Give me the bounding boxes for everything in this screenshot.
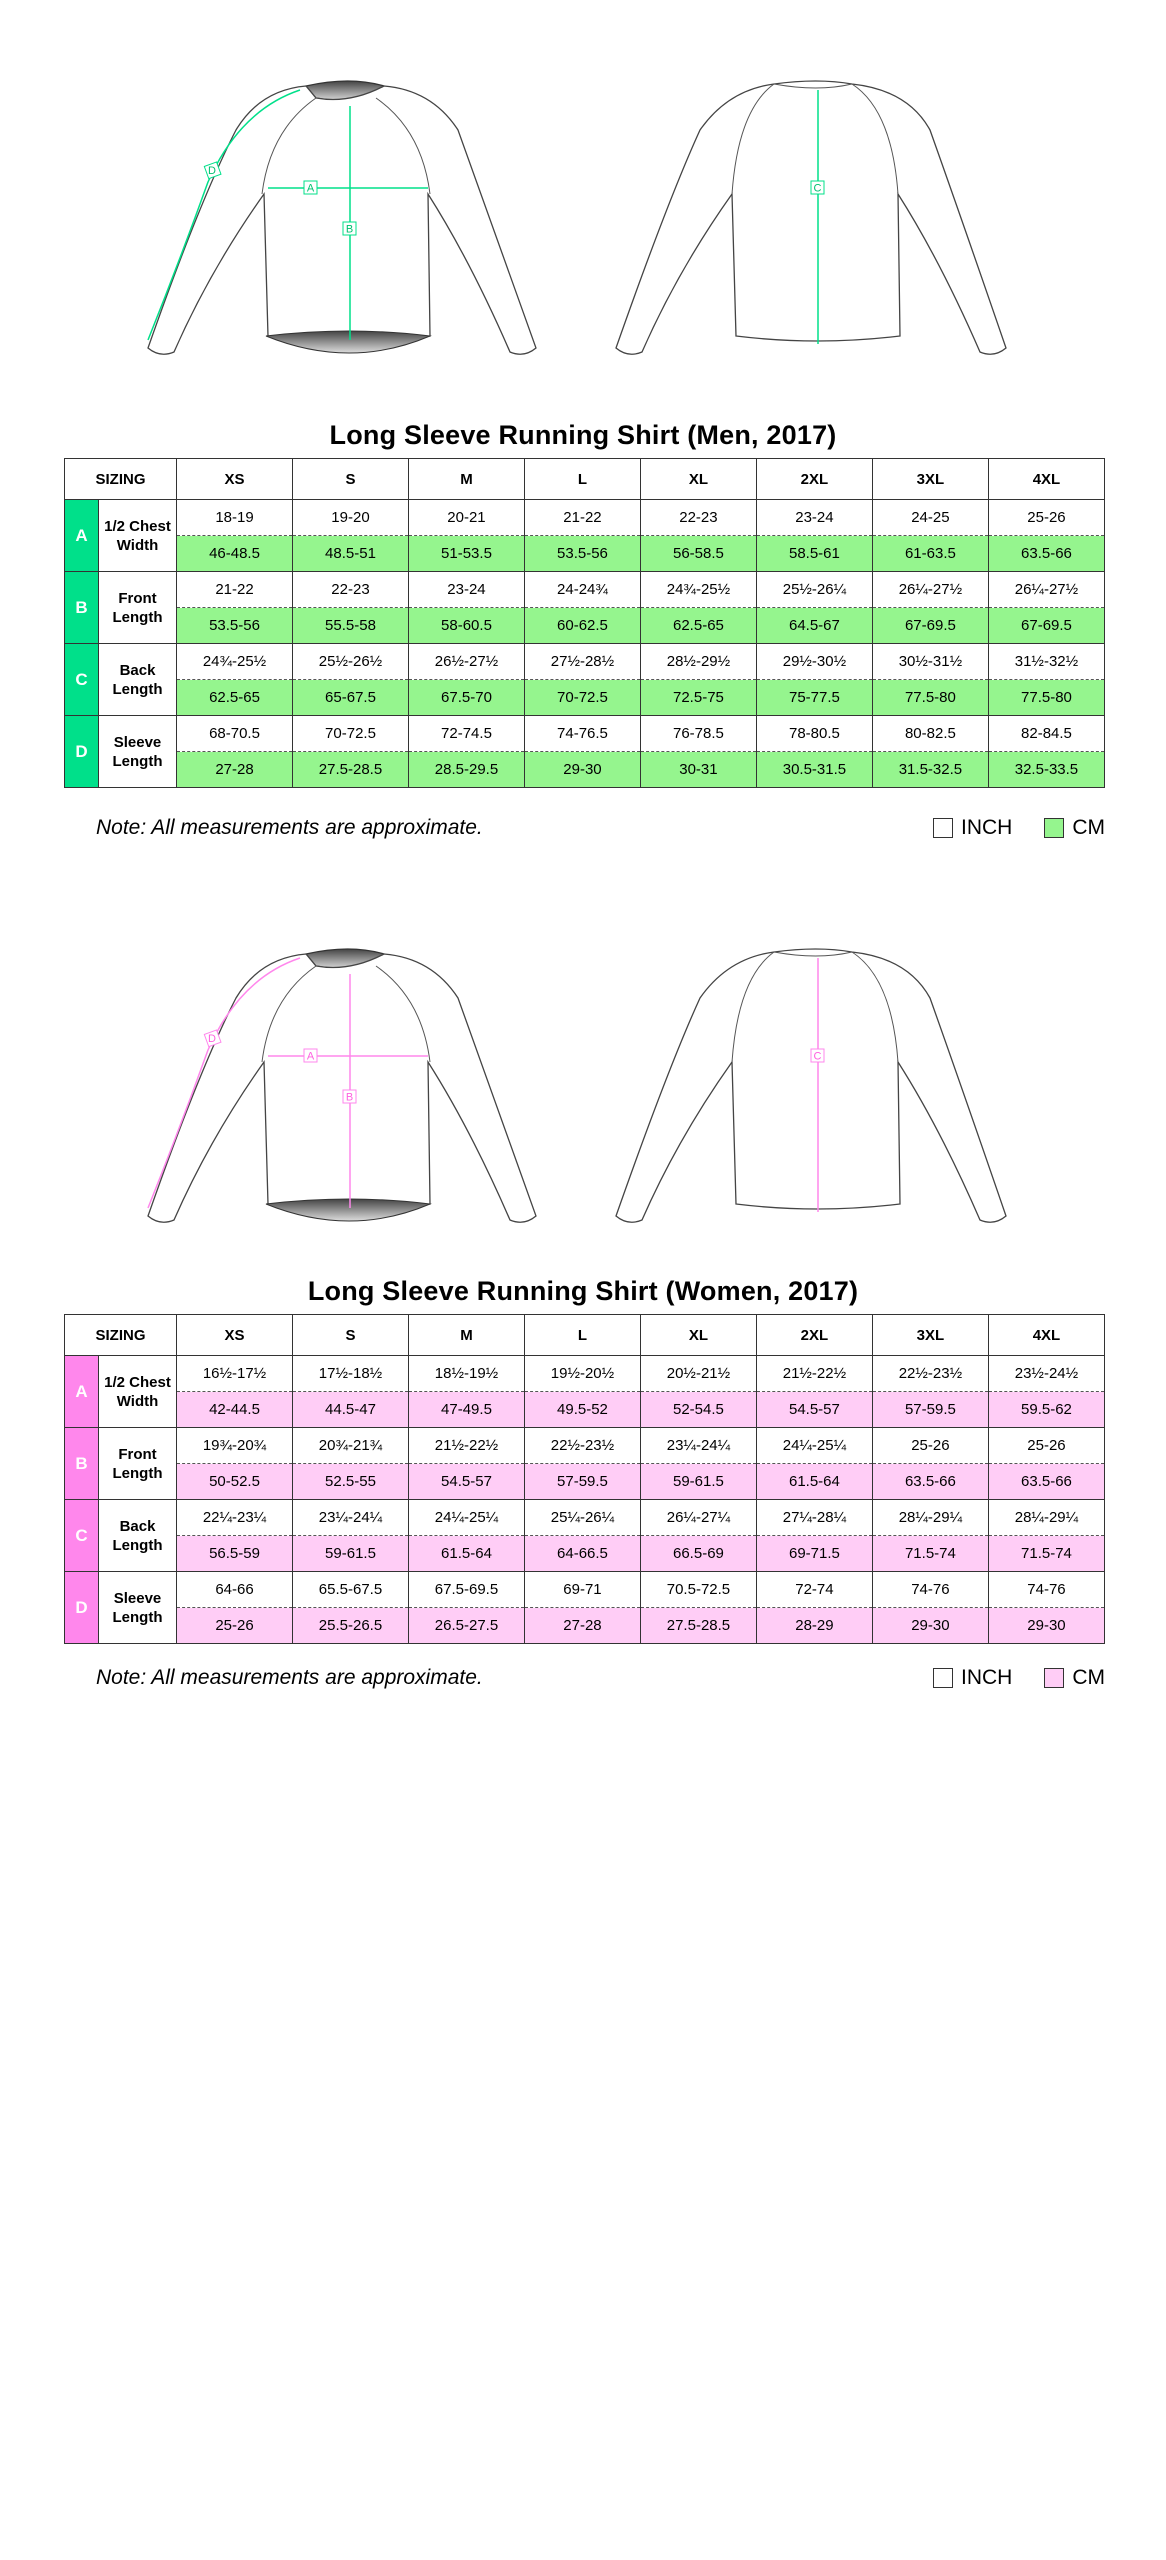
men-title: Long Sleeve Running Shirt (Men, 2017) xyxy=(329,420,837,450)
inch-cell: 21-22 xyxy=(177,572,293,608)
cm-cell: 52-54.5 xyxy=(640,1392,756,1428)
inch-cell: 25¼-26¼ xyxy=(524,1500,640,1536)
inch-cell: 74-76 xyxy=(872,1572,988,1608)
table-row xyxy=(65,608,1105,644)
inch-swatch xyxy=(933,818,953,838)
inch-cell: 23½-24½ xyxy=(988,1356,1104,1392)
inch-cell: 26¼-27½ xyxy=(872,572,988,608)
cm-cell: 28.5-29.5 xyxy=(408,752,524,788)
cm-cell: 64-66.5 xyxy=(524,1536,640,1572)
measure-label: Front Length xyxy=(99,572,177,644)
inch-cell: 80-82.5 xyxy=(872,716,988,752)
cm-cell: 62.5-65 xyxy=(640,608,756,644)
cm-cell: 30.5-31.5 xyxy=(756,752,872,788)
cm-cell: 65-67.5 xyxy=(293,680,409,716)
inch-cell: 23¼-24¼ xyxy=(640,1428,756,1464)
cm-cell: 63.5-66 xyxy=(988,1464,1104,1500)
inch-cell: 25-26 xyxy=(988,500,1104,536)
cm-cell: 77.5-80 xyxy=(988,680,1104,716)
inch-cell: 69-71 xyxy=(524,1572,640,1608)
inch-cell: 19¾-20¾ xyxy=(177,1428,293,1464)
cm-cell: 28-29 xyxy=(756,1608,872,1644)
measure-label: Front Length xyxy=(99,1428,177,1500)
men-note: Note: All measurements are approximate. xyxy=(96,816,483,839)
cm-cell: 57-59.5 xyxy=(524,1464,640,1500)
inch-cell: 74-76 xyxy=(988,1572,1104,1608)
inch-cell: 20¾-21¾ xyxy=(293,1428,409,1464)
measure-letter: C xyxy=(65,644,99,716)
inch-cell: 25½-26½ xyxy=(293,644,409,680)
column-header: M xyxy=(408,459,524,500)
inch-cell: 22½-23½ xyxy=(524,1428,640,1464)
column-header: XL xyxy=(640,1315,756,1356)
women-back-shirt xyxy=(608,938,1028,1238)
cm-cell: 27.5-28.5 xyxy=(293,752,409,788)
column-header: L xyxy=(524,459,640,500)
cm-cell: 49.5-52 xyxy=(524,1392,640,1428)
inch-cell: 18-19 xyxy=(177,500,293,536)
inch-cell: 24¼-25¼ xyxy=(756,1428,872,1464)
inch-cell: 67.5-69.5 xyxy=(408,1572,524,1608)
table-row xyxy=(65,644,1105,680)
inch-cell: 18½-19½ xyxy=(408,1356,524,1392)
cm-cell: 66.5-69 xyxy=(640,1536,756,1572)
cm-cell: 60-62.5 xyxy=(524,608,640,644)
women-size-table xyxy=(64,1314,1105,1644)
column-header: SIZING xyxy=(65,1315,177,1356)
measure-label: Back Length xyxy=(99,644,177,716)
cm-cell: 59-61.5 xyxy=(293,1536,409,1572)
cm-cell: 26.5-27.5 xyxy=(408,1608,524,1644)
inch-cell: 25-26 xyxy=(988,1428,1104,1464)
cm-cell: 53.5-56 xyxy=(177,608,293,644)
cm-cell: 52.5-55 xyxy=(293,1464,409,1500)
cm-cell: 29-30 xyxy=(872,1608,988,1644)
cm-cell: 77.5-80 xyxy=(872,680,988,716)
inch-cell: 26¼-27½ xyxy=(988,572,1104,608)
inch-cell: 22-23 xyxy=(640,500,756,536)
inch-cell: 29½-30½ xyxy=(756,644,872,680)
women-shirt-diagrams xyxy=(0,938,1166,1268)
inch-cell: 64-66 xyxy=(177,1572,293,1608)
column-header: XL xyxy=(640,459,756,500)
cm-cell: 59.5-62 xyxy=(988,1392,1104,1428)
column-header: XS xyxy=(177,459,293,500)
cm-cell: 61.5-64 xyxy=(408,1536,524,1572)
table-row xyxy=(65,752,1105,788)
inch-cell: 30½-31½ xyxy=(872,644,988,680)
inch-cell: 26½-27½ xyxy=(408,644,524,680)
inch-cell: 76-78.5 xyxy=(640,716,756,752)
cm-cell: 71.5-74 xyxy=(872,1536,988,1572)
inch-cell: 20-21 xyxy=(408,500,524,536)
women-title: Long Sleeve Running Shirt (Women, 2017) xyxy=(307,1276,859,1306)
cm-cell: 32.5-33.5 xyxy=(988,752,1104,788)
column-header: S xyxy=(293,1315,409,1356)
cm-cell: 51-53.5 xyxy=(408,536,524,572)
cm-cell: 30-31 xyxy=(640,752,756,788)
column-header: 4XL xyxy=(988,459,1104,500)
column-header: 2XL xyxy=(756,459,872,500)
label-b: B xyxy=(345,223,354,236)
cm-cell: 25-26 xyxy=(177,1608,293,1644)
inch-cell: 28½-29½ xyxy=(640,644,756,680)
measure-letter: A xyxy=(65,500,99,572)
inch-cell: 24¾-25½ xyxy=(640,572,756,608)
inch-cell: 23¼-24¼ xyxy=(293,1500,409,1536)
inch-cell: 25½-26¼ xyxy=(756,572,872,608)
inch-cell: 21½-22½ xyxy=(408,1428,524,1464)
cm-cell: 67-69.5 xyxy=(988,608,1104,644)
inch-cell: 65.5-67.5 xyxy=(293,1572,409,1608)
column-header: 3XL xyxy=(872,1315,988,1356)
inch-cell: 70.5-72.5 xyxy=(640,1572,756,1608)
cm-cell: 42-44.5 xyxy=(177,1392,293,1428)
cm-cell: 56-58.5 xyxy=(640,536,756,572)
cm-swatch xyxy=(1044,818,1064,838)
column-header: SIZING xyxy=(65,459,177,500)
inch-cell: 23-24 xyxy=(408,572,524,608)
cm-cell: 54.5-57 xyxy=(408,1464,524,1500)
cm-cell: 46-48.5 xyxy=(177,536,293,572)
inch-cell: 82-84.5 xyxy=(988,716,1104,752)
table-row xyxy=(65,1392,1105,1428)
men-shirt-diagrams xyxy=(0,70,1166,400)
label-d: D xyxy=(208,165,216,177)
cm-cell: 27.5-28.5 xyxy=(640,1608,756,1644)
table-row xyxy=(65,536,1105,572)
inch-cell: 22¼-23¼ xyxy=(177,1500,293,1536)
cm-swatch xyxy=(1044,1668,1064,1688)
column-header: M xyxy=(408,1315,524,1356)
inch-cell: 31½-32½ xyxy=(988,644,1104,680)
men-size-table xyxy=(64,458,1105,788)
label-b: B xyxy=(345,1091,354,1104)
inch-cell: 26¼-27¼ xyxy=(640,1500,756,1536)
men-back-shirt xyxy=(608,70,1028,370)
cm-cell: 67-69.5 xyxy=(872,608,988,644)
inch-cell: 27¼-28¼ xyxy=(756,1500,872,1536)
cm-cell: 54.5-57 xyxy=(756,1392,872,1428)
measure-letter: B xyxy=(65,572,99,644)
inch-cell: 78-80.5 xyxy=(756,716,872,752)
label-a: A xyxy=(306,182,315,195)
inch-cell: 21-22 xyxy=(524,500,640,536)
measure-letter: A xyxy=(65,1356,99,1428)
measure-letter: B xyxy=(65,1428,99,1500)
inch-cell: 23-24 xyxy=(756,500,872,536)
cm-cell: 57-59.5 xyxy=(872,1392,988,1428)
column-header: 3XL xyxy=(872,459,988,500)
inch-cell: 72-74 xyxy=(756,1572,872,1608)
cm-cell: 48.5-51 xyxy=(293,536,409,572)
inch-cell: 20½-21½ xyxy=(640,1356,756,1392)
cm-cell: 75-77.5 xyxy=(756,680,872,716)
table-row xyxy=(65,1464,1105,1500)
measure-label: 1/2 Chest Width xyxy=(99,500,177,572)
cm-cell: 69-71.5 xyxy=(756,1536,872,1572)
inch-cell: 22-23 xyxy=(293,572,409,608)
inch-cell: 70-72.5 xyxy=(293,716,409,752)
cm-legend: CM xyxy=(1044,1666,1105,1690)
label-c: C xyxy=(813,182,822,195)
label-c: C xyxy=(813,1050,822,1063)
measure-letter: D xyxy=(65,1572,99,1644)
cm-cell: 25.5-26.5 xyxy=(293,1608,409,1644)
inch-cell: 72-74.5 xyxy=(408,716,524,752)
inch-cell: 74-76.5 xyxy=(524,716,640,752)
table-row xyxy=(65,1536,1105,1572)
inch-cell: 24¾-25½ xyxy=(177,644,293,680)
cm-cell: 31.5-32.5 xyxy=(872,752,988,788)
cm-cell: 29-30 xyxy=(524,752,640,788)
inch-legend: INCH xyxy=(933,1666,1012,1690)
column-header: L xyxy=(524,1315,640,1356)
inch-cell: 28¼-29¼ xyxy=(872,1500,988,1536)
cm-cell: 27-28 xyxy=(177,752,293,788)
measure-label: Sleeve Length xyxy=(99,716,177,788)
inch-cell: 17½-18½ xyxy=(293,1356,409,1392)
inch-cell: 68-70.5 xyxy=(177,716,293,752)
cm-cell: 50-52.5 xyxy=(177,1464,293,1500)
cm-cell: 61.5-64 xyxy=(756,1464,872,1500)
cm-cell: 53.5-56 xyxy=(524,536,640,572)
inch-legend: INCH xyxy=(933,816,1012,840)
cm-cell: 67.5-70 xyxy=(408,680,524,716)
label-d: D xyxy=(208,1033,216,1045)
cm-cell: 63.5-66 xyxy=(872,1464,988,1500)
cm-cell: 56.5-59 xyxy=(177,1536,293,1572)
inch-swatch xyxy=(933,1668,953,1688)
cm-legend: CM xyxy=(1044,816,1105,840)
men-legend xyxy=(933,816,1105,840)
table-row xyxy=(65,1500,1105,1536)
women-legend xyxy=(933,1666,1105,1690)
inch-cell: 16½-17½ xyxy=(177,1356,293,1392)
table-row xyxy=(65,1608,1105,1644)
cm-cell: 58.5-61 xyxy=(756,536,872,572)
measure-letter: D xyxy=(65,716,99,788)
men-front-shirt xyxy=(140,70,560,370)
cm-cell: 61-63.5 xyxy=(872,536,988,572)
column-header: 2XL xyxy=(756,1315,872,1356)
inch-cell: 24¼-25¼ xyxy=(408,1500,524,1536)
cm-cell: 72.5-75 xyxy=(640,680,756,716)
column-header: 4XL xyxy=(988,1315,1104,1356)
inch-cell: 24-25 xyxy=(872,500,988,536)
table-row xyxy=(65,572,1105,608)
inch-cell: 21½-22½ xyxy=(756,1356,872,1392)
inch-cell: 19-20 xyxy=(293,500,409,536)
cm-cell: 64.5-67 xyxy=(756,608,872,644)
cm-cell: 63.5-66 xyxy=(988,536,1104,572)
column-header: XS xyxy=(177,1315,293,1356)
table-row xyxy=(65,1572,1105,1608)
table-row xyxy=(65,500,1105,536)
table-row xyxy=(65,1356,1105,1392)
measure-letter: C xyxy=(65,1500,99,1572)
inch-cell: 27½-28½ xyxy=(524,644,640,680)
inch-cell: 25-26 xyxy=(872,1428,988,1464)
measure-label: Back Length xyxy=(99,1500,177,1572)
table-row xyxy=(65,680,1105,716)
cm-cell: 62.5-65 xyxy=(177,680,293,716)
men-header-row xyxy=(65,459,1105,500)
cm-cell: 47-49.5 xyxy=(408,1392,524,1428)
women-note: Note: All measurements are approximate. xyxy=(96,1666,483,1689)
measure-label: 1/2 Chest Width xyxy=(99,1356,177,1428)
inch-cell: 24-24¾ xyxy=(524,572,640,608)
inch-cell: 22½-23½ xyxy=(872,1356,988,1392)
cm-cell: 70-72.5 xyxy=(524,680,640,716)
inch-cell: 19½-20½ xyxy=(524,1356,640,1392)
column-header: S xyxy=(293,459,409,500)
table-row xyxy=(65,716,1105,752)
cm-cell: 59-61.5 xyxy=(640,1464,756,1500)
measure-label: Sleeve Length xyxy=(99,1572,177,1644)
cm-cell: 29-30 xyxy=(988,1608,1104,1644)
women-header-row xyxy=(65,1315,1105,1356)
cm-cell: 27-28 xyxy=(524,1608,640,1644)
cm-cell: 71.5-74 xyxy=(988,1536,1104,1572)
cm-cell: 58-60.5 xyxy=(408,608,524,644)
table-row xyxy=(65,1428,1105,1464)
inch-cell: 28¼-29¼ xyxy=(988,1500,1104,1536)
label-a: A xyxy=(306,1050,315,1063)
women-front-shirt xyxy=(140,938,560,1238)
cm-cell: 55.5-58 xyxy=(293,608,409,644)
cm-cell: 44.5-47 xyxy=(293,1392,409,1428)
